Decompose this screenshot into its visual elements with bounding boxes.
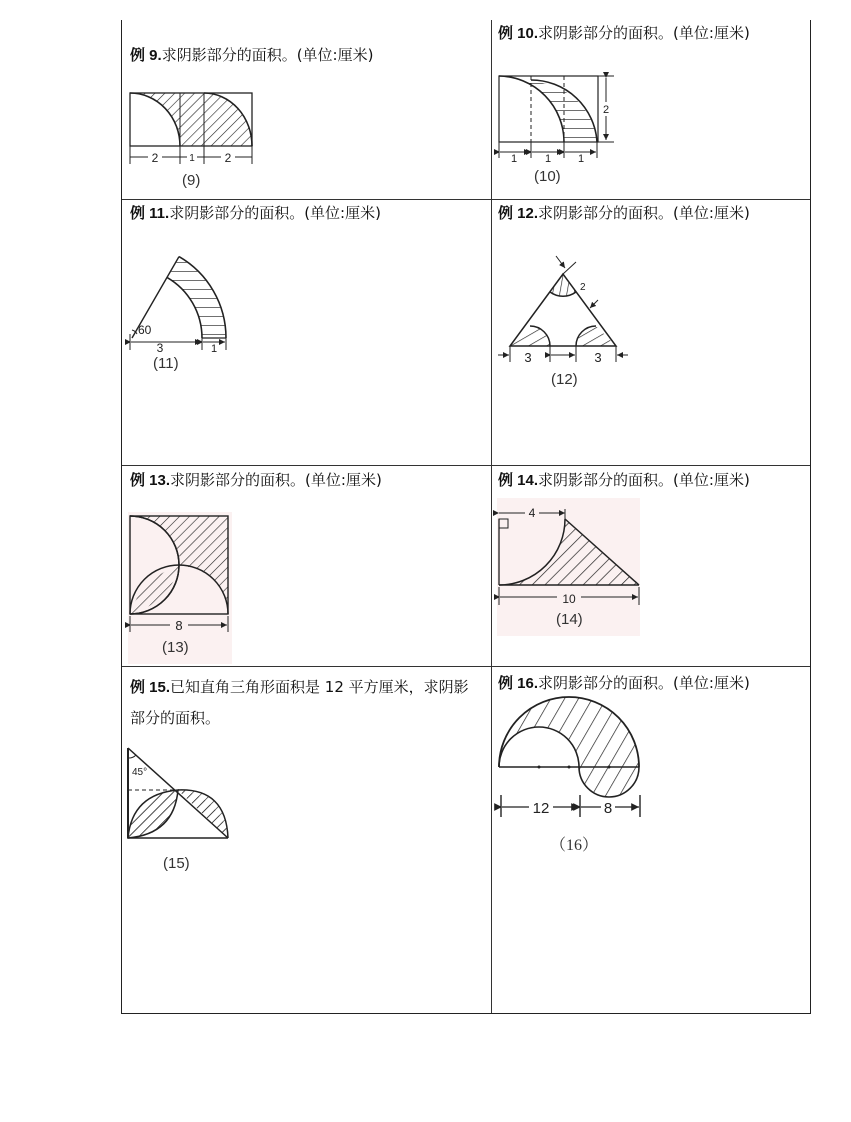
svg-text:1: 1 — [577, 153, 585, 165]
figure-caption: (10) — [534, 168, 561, 185]
svg-text:8: 8 — [175, 618, 183, 633]
problem-number: 例 12. — [498, 205, 539, 222]
problem-text: 求阴影部分的面积。(单位:厘米) — [161, 46, 374, 64]
problem-number: 例 11. — [130, 205, 170, 222]
problem-15-title — [130, 672, 480, 733]
problem-number: 例 9. — [130, 47, 162, 64]
problem-text: 已知直角三角形面积是 12 平方厘米，求阴影部分的面积。 — [130, 678, 469, 727]
problem-text: 求阴影部分的面积。(单位:厘米) — [170, 471, 382, 489]
problem-text: 求阴影部分的面积。(单位:厘米) — [538, 204, 750, 222]
svg-text:60: 60 — [138, 323, 152, 337]
svg-text:12: 12 — [532, 800, 550, 817]
problem-text: 求阴影部分的面积。(单位:厘米) — [538, 471, 750, 489]
svg-text:3: 3 — [524, 350, 532, 365]
svg-text:10: 10 — [562, 592, 576, 606]
svg-text:45°: 45° — [132, 767, 148, 778]
svg-text:2: 2 — [151, 151, 159, 165]
figure-caption: (14) — [556, 611, 583, 628]
problem-number: 例 15. — [130, 679, 171, 696]
figure-16 — [497, 695, 642, 825]
problem-text: 求阴影部分的面积。(单位:厘米) — [538, 674, 750, 692]
figure-caption: (11) — [153, 355, 179, 372]
problem-14-title — [498, 469, 750, 492]
svg-text:2: 2 — [580, 282, 586, 293]
svg-text:4: 4 — [528, 506, 536, 520]
problem-number: 例 14. — [498, 472, 539, 489]
problem-10-title — [498, 22, 750, 45]
problem-11-title — [130, 202, 381, 225]
column-divider — [491, 20, 492, 1013]
problem-9-title — [130, 44, 373, 67]
figure-caption: (9) — [182, 172, 201, 189]
svg-text:3: 3 — [156, 341, 164, 355]
figure-14 — [497, 505, 642, 615]
problem-16-title — [498, 672, 750, 695]
svg-text:3: 3 — [594, 350, 602, 365]
row-divider — [122, 465, 810, 466]
figure-13 — [130, 516, 234, 646]
figure-10 — [498, 74, 628, 164]
figure-caption: (13) — [162, 639, 189, 656]
svg-text:8: 8 — [603, 800, 613, 817]
svg-text:1: 1 — [210, 343, 218, 355]
problem-12-title — [498, 202, 750, 225]
problem-number: 例 13. — [130, 472, 171, 489]
figure-15 — [128, 748, 238, 843]
svg-text:2: 2 — [602, 104, 610, 116]
problem-13-title — [130, 469, 382, 492]
figure-caption: (12) — [551, 371, 578, 388]
problem-number: 例 10. — [498, 25, 539, 42]
figure-caption: (15) — [163, 855, 190, 872]
figure-9 — [128, 90, 258, 170]
svg-text:2: 2 — [224, 151, 232, 165]
problem-text: 求阴影部分的面积。(单位:厘米) — [169, 204, 381, 222]
problem-number: 例 16. — [498, 675, 539, 692]
svg-text:1: 1 — [510, 153, 518, 165]
problem-text: 求阴影部分的面积。(单位:厘米) — [538, 24, 750, 42]
row-divider — [122, 199, 810, 200]
svg-text:1: 1 — [544, 153, 552, 165]
figure-caption: （16） — [550, 837, 599, 854]
figure-11 — [128, 244, 238, 354]
svg-text:1: 1 — [189, 153, 195, 164]
row-divider — [122, 666, 810, 667]
figure-12 — [496, 250, 636, 375]
